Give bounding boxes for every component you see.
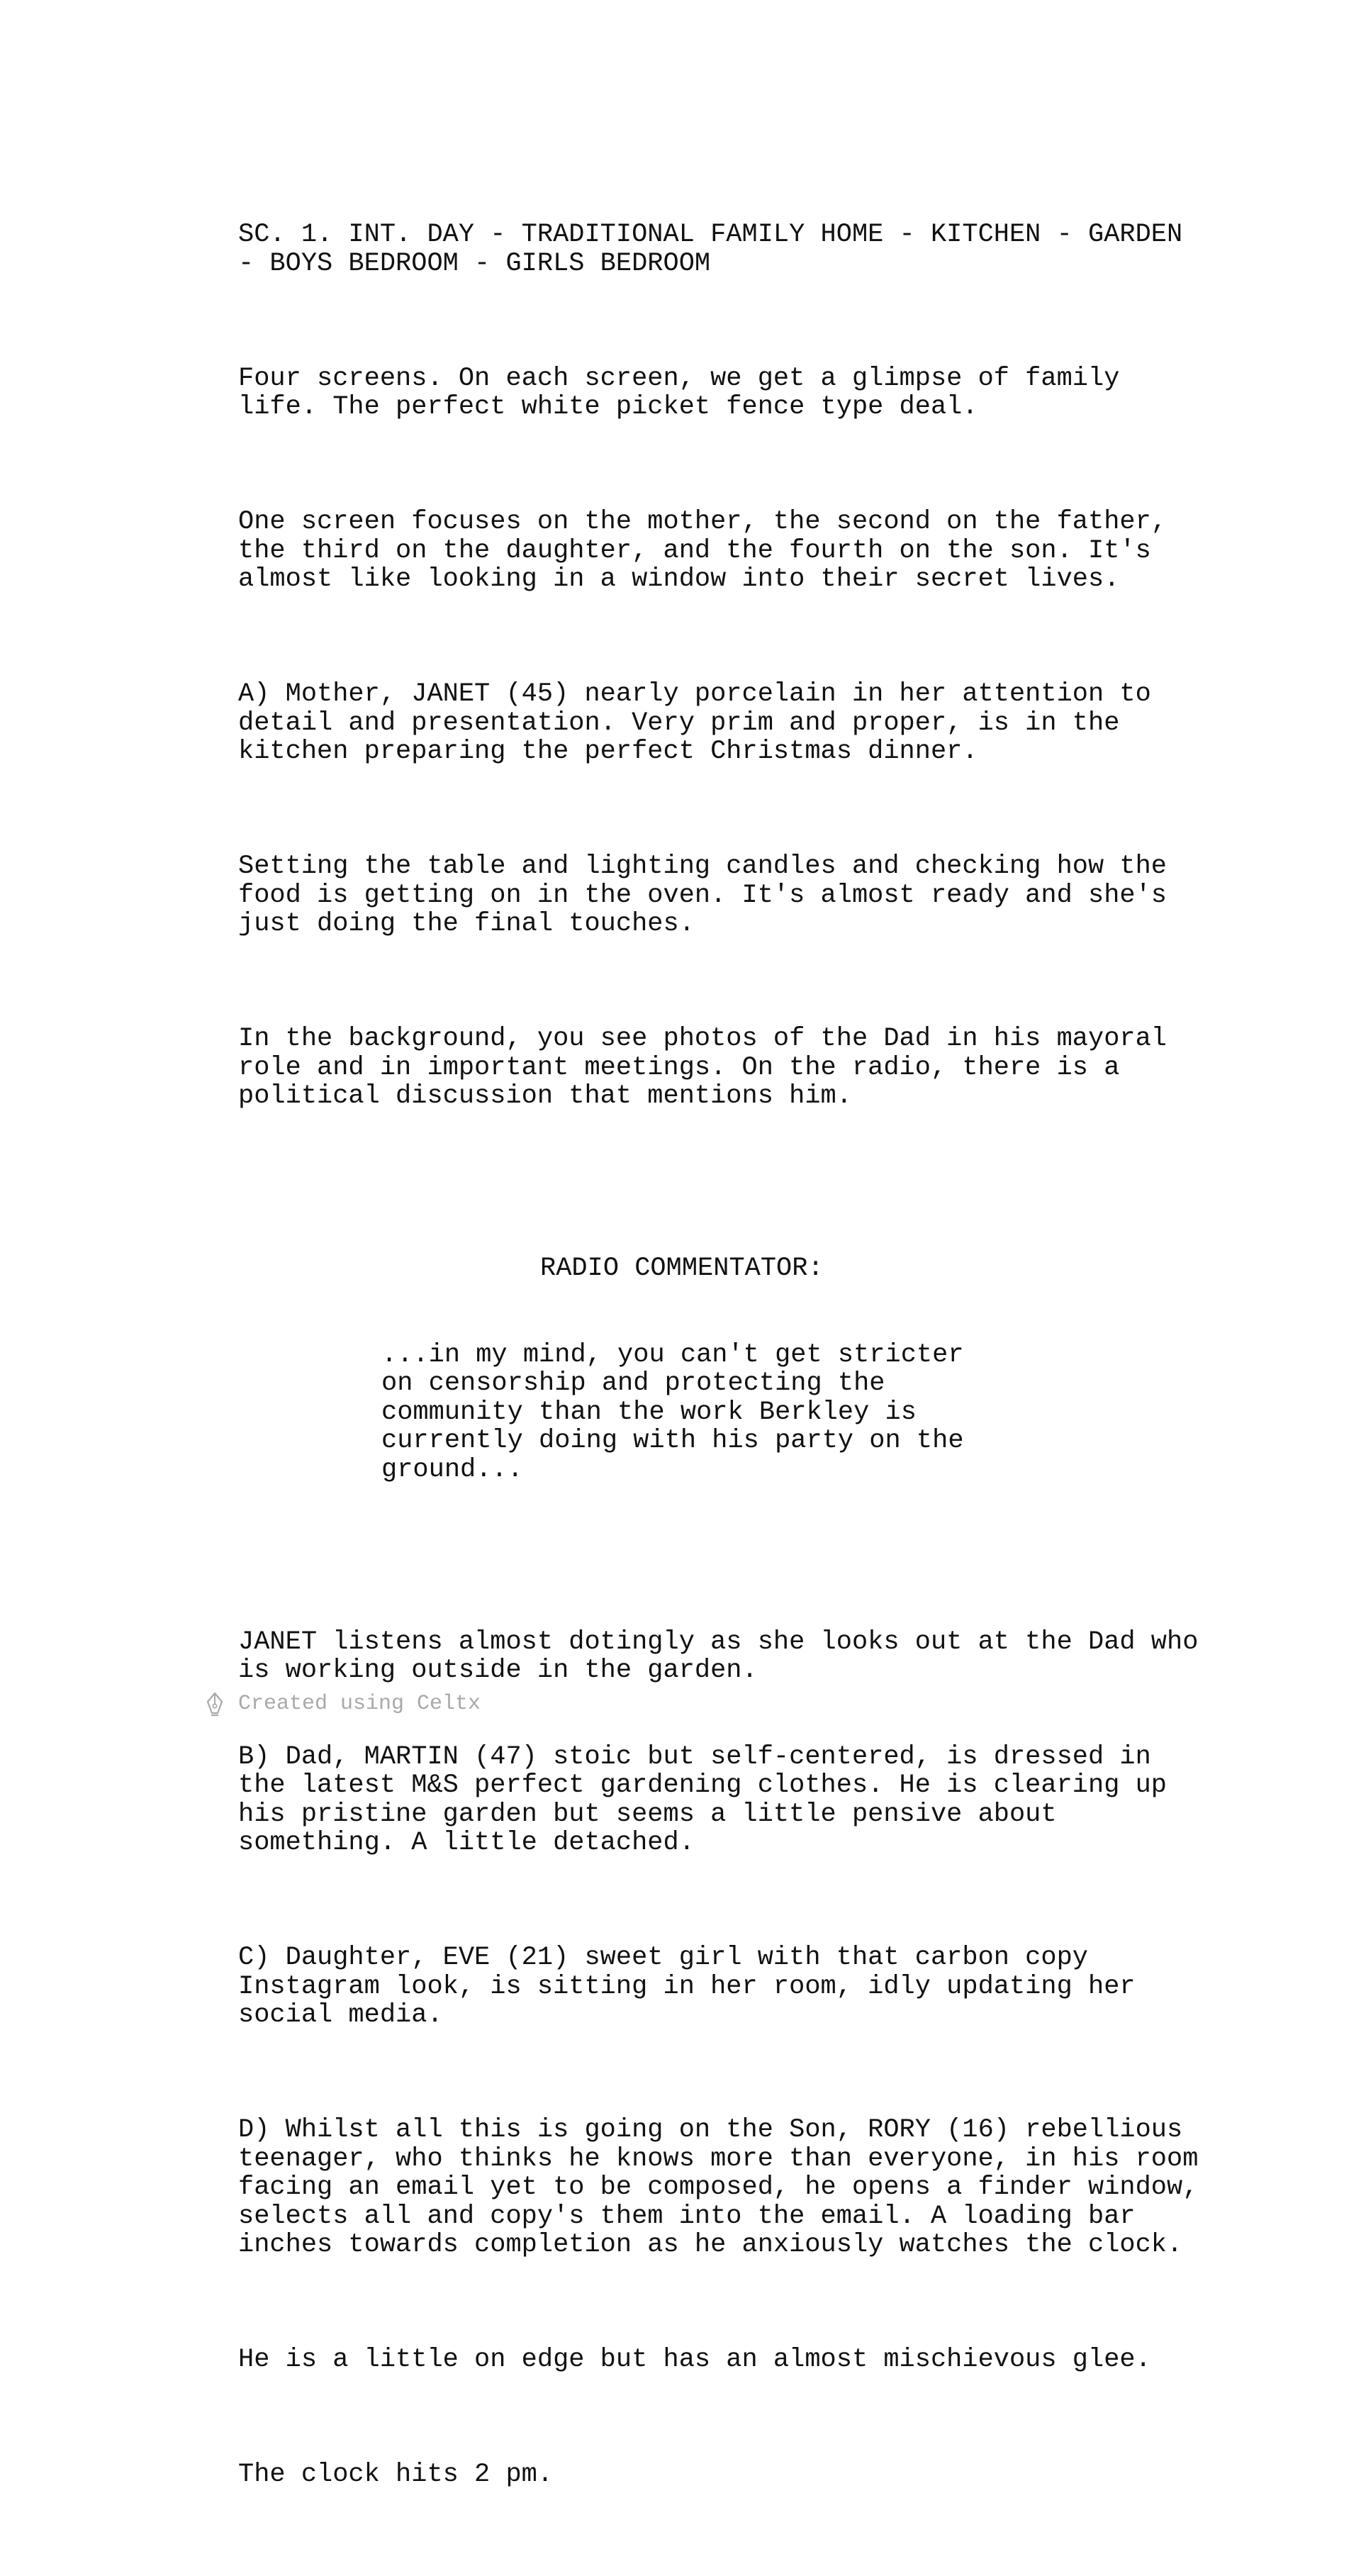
dialogue-text: ...in my mind, you can't get stricter on censorship and protecting the community than the work Berkley is currently doing with his party on the ground... — [381, 1339, 964, 1485]
action-paragraph: C) Daughter, EVE (21) sweet girl with that carbon copy Instagram look, is sitting in her room, idly updating her social media. — [238, 1943, 1136, 2030]
action-paragraph: One screen focuses on the mother, the second on the father, the third on the daughter, and the fourth on the son. It's almost like looking in a window into their secret lives. — [238, 507, 1167, 594]
action-paragraph: The clock hits 2 pm. — [238, 2460, 554, 2489]
footer-text: Created using Celtx — [238, 1692, 481, 1716]
footer-credit — [206, 1691, 481, 1717]
action-paragraph: In the background, you see photos of the Dad in his mayoral role and in important meetings. On the radio, there is a political discussion that mentions him. — [238, 1024, 1167, 1111]
character-name: RADIO COMMENTATOR: — [540, 1254, 824, 1283]
pen-nib-icon — [206, 1691, 224, 1717]
action-paragraph: A) Mother, JANET (45) nearly porcelain in her attention to detail and presentation. Very prim and proper, is in the kitchen preparing the perfect Christmas dinner. — [238, 679, 1151, 766]
scene-heading: SC. 1. INT. DAY - TRADITIONAL FAMILY HOME - KITCHEN - GARDEN - BOYS BEDROOM - GIRLS BEDROOM — [238, 220, 1183, 279]
action-paragraph: B) Dad, MARTIN (47) stoic but self-centered, is dressed in the latest M&S perfect gardening clothes. He is clearing up his pristine garden but seems a little pensive about something. A little detached. — [238, 1741, 1167, 1858]
dialogue-block — [238, 1197, 1245, 1541]
action-paragraph: He is a little on edge but has an almost mischievous glee. — [238, 2345, 1151, 2375]
action-paragraph: D) Whilst all this is going on the Son, RORY (16) rebellious teenager, who thinks he knows more than everyone, in his room facing an email yet to be composed, he opens a finder window, selects all and copy's them into the email. A loading bar inches towards completion as he anxiously watches the clock. — [238, 2115, 1199, 2260]
action-paragraph: Setting the table and lighting candles and checking how the food is getting on in the oven. It's almost ready and she's just doing the final touches. — [238, 852, 1167, 939]
screenplay-body — [238, 163, 1245, 2575]
action-paragraph: Four screens. On each screen, we get a glimpse of family life. The perfect white picket fence type deal. — [238, 363, 1120, 422]
action-paragraph: JANET listens almost dotingly as she looks out at the Dad who is working outside in the garden. — [238, 1627, 1199, 1685]
